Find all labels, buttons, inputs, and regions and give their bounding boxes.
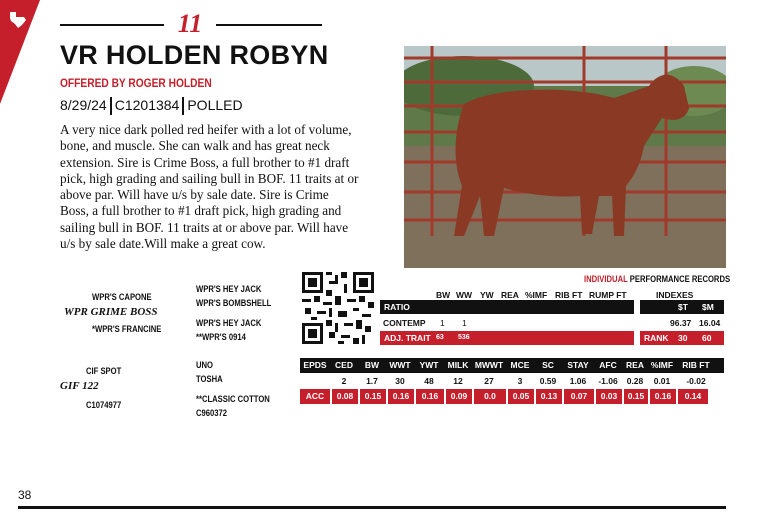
sire-sire-sire: WPR'S HEY JACK bbox=[196, 284, 262, 294]
page-number: 38 bbox=[18, 488, 32, 502]
qr-code[interactable] bbox=[302, 272, 374, 344]
rank-t: 30 bbox=[678, 333, 688, 343]
index-m-value: 16.04 bbox=[699, 318, 721, 328]
registration-number: C1201384 bbox=[114, 97, 180, 113]
lot-number: 11 bbox=[177, 9, 203, 38]
animal-ident bbox=[60, 97, 243, 115]
dam-sire: CIF SPOT bbox=[86, 366, 122, 376]
texas-star-icon bbox=[6, 10, 28, 30]
footer-rule bbox=[18, 506, 726, 509]
indexes-label: INDEXES bbox=[656, 290, 694, 300]
performance-title: INDIVIDUAL PERFORMANCE RECORDS bbox=[584, 274, 731, 284]
sire-sire-dam: WPR'S BOMBSHELL bbox=[196, 298, 272, 308]
index-header-row bbox=[640, 300, 724, 314]
adj-bw: 63 bbox=[436, 334, 444, 341]
contemp-bw: 1 bbox=[440, 318, 445, 328]
ratio-row: RATIO bbox=[380, 300, 634, 314]
epd-header-row: EPDS CED BW WWT YWT MILK MWWT MCE SC STAY AFC REA %IMF RIB FT bbox=[300, 358, 724, 373]
offered-by: OFFERED BY ROGER HOLDEN bbox=[60, 76, 212, 90]
perf-col-ribft: RIB FT bbox=[555, 290, 583, 300]
animal-name: VR HOLDEN ROBYN bbox=[60, 40, 329, 70]
perf-col-rumpft: RUMP FT bbox=[589, 290, 627, 300]
description: A very nice dark polled red heifer with a lot of volume, bone, and muscle. She can walk and has great neck extension. Sire is Crime Boss, a full brother to #1 draft pick, high grading and sailing bull in BOF. 11 traits at or above par. Will have u/s by sale date. Sire is Crime Boss, a full brother to #1 draft pick, high grading and sailing bull in BOF. 11 traits at or above par. Will have u/s by sale date.Will make a great cow. bbox=[60, 122, 359, 252]
dam-dam-dam: C960372 bbox=[196, 408, 228, 418]
contemp-ww: 1 bbox=[462, 318, 467, 328]
index-col-t: $T bbox=[678, 302, 688, 312]
perf-col-imf: %IMF bbox=[525, 290, 548, 300]
birth-date: 8/29/24 bbox=[60, 97, 107, 113]
index-t-value: 96.37 bbox=[670, 318, 692, 328]
epd-acc-row: ACC 0.08 0.15 0.16 0.16 0.09 0.0 0.05 0.13 0.07 0.03 0.15 0.16 0.14 bbox=[300, 389, 724, 404]
adj-trait-row: ADJ. TRAIT 63 536 bbox=[380, 331, 634, 345]
dam-dam-sire: **CLASSIC COTTON bbox=[196, 394, 270, 404]
sire: WPR GRIME BOSS bbox=[64, 306, 158, 318]
index-col-m: $M bbox=[702, 302, 714, 312]
sire-sire: WPR'S CAPONE bbox=[92, 292, 152, 302]
perf-col-ww: WW bbox=[456, 290, 473, 300]
rank-m: 60 bbox=[702, 333, 712, 343]
perf-col-yw: YW bbox=[480, 290, 494, 300]
epd-values-row: 2 1.7 30 48 12 27 3 0.59 1.06 -1.06 0.28 0.01 -0.02 bbox=[341, 376, 706, 386]
dam-sire-sire: UNO bbox=[196, 360, 213, 370]
sire-dam-dam: **WPR'S 0914 bbox=[196, 332, 246, 342]
rank-row: RANK 30 60 bbox=[640, 331, 724, 345]
polled-status: POLLED bbox=[187, 97, 243, 113]
contemp-label: CONTEMP bbox=[383, 318, 426, 328]
sire-dam-sire: WPR'S HEY JACK bbox=[196, 318, 262, 328]
lot-number-header bbox=[60, 10, 322, 38]
sire-dam: *WPR'S FRANCINE bbox=[92, 324, 162, 334]
dam-sire-dam: TOSHA bbox=[196, 374, 223, 384]
perf-col-bw: BW bbox=[436, 290, 451, 300]
dam-registration: C1074977 bbox=[86, 400, 122, 410]
adj-ww: 536 bbox=[458, 334, 470, 341]
heifer-photo bbox=[404, 46, 726, 268]
perf-col-rea: REA bbox=[501, 290, 519, 300]
dam: GIF 122 bbox=[60, 380, 99, 392]
